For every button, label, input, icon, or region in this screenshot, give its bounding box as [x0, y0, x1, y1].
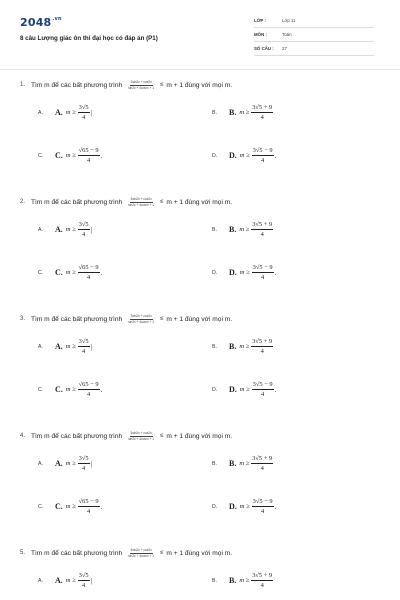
- option-trail: |: [90, 576, 92, 585]
- option-letter: B.: [212, 343, 217, 350]
- option-letter: C.: [38, 269, 44, 276]
- option-fraction: $\frac{√65 - 9}{4}$: [78, 147, 99, 164]
- question-tail: m + 1 đúng với mọi m.: [166, 81, 233, 89]
- meta-label: MÔN :: [254, 32, 267, 37]
- meta-label: LỚP :: [254, 18, 266, 23]
- option-fraction: $\frac{√65 - 9}{4}$: [78, 264, 99, 281]
- option-trail: |: [90, 108, 92, 117]
- option-trail: |: [90, 459, 92, 468]
- option-expression: m ≥: [239, 109, 250, 116]
- option-expression: m ≥: [239, 460, 250, 467]
- meta-value: Toán: [282, 32, 292, 37]
- meta-row-class: [254, 14, 374, 28]
- option-letter: D.: [212, 152, 218, 159]
- option-d[interactable]: [212, 498, 276, 515]
- option-a[interactable]: [38, 455, 92, 472]
- option-bold-letter: D.: [229, 385, 237, 394]
- meta-label: SỐ CÂU :: [254, 46, 274, 51]
- inequality-fraction: $\frac{3\sin 2x + \cos 2x}{\text{sin2x + 4cos²x + 1}}$: [128, 548, 155, 558]
- option-bold-letter: B.: [229, 225, 237, 234]
- option-expression: m ≥: [65, 503, 76, 510]
- option-letter: B.: [212, 460, 217, 467]
- option-a[interactable]: [38, 221, 92, 238]
- question-text: Tìm m để các bất phương trình: [31, 432, 123, 440]
- meta-value: Lớp 11: [282, 18, 296, 23]
- option-letter: D.: [212, 386, 218, 393]
- question-stem: [20, 548, 232, 558]
- option-fraction: $\frac{3√5 + 9}{4}$: [252, 221, 273, 238]
- question-item: [0, 538, 400, 600]
- option-bold-letter: B.: [229, 459, 237, 468]
- question-item: [0, 70, 400, 188]
- question-tail: m + 1 đúng với mọi m.: [166, 549, 233, 557]
- option-trail: .: [100, 268, 103, 277]
- option-bold-letter: C.: [55, 268, 63, 277]
- option-letter: A.: [38, 226, 43, 233]
- option-fraction: $\frac{3√5 - 9}{4}$: [252, 381, 273, 398]
- option-b[interactable]: [212, 104, 274, 121]
- question-number: 5.: [20, 550, 26, 556]
- option-c[interactable]: [38, 498, 102, 515]
- option-letter: A.: [38, 460, 43, 467]
- option-letter: D.: [212, 503, 218, 510]
- option-bold-letter: C.: [55, 385, 63, 394]
- option-d[interactable]: [212, 381, 276, 398]
- option-fraction: $\frac{3√5 - 9}{4}$: [252, 147, 273, 164]
- option-trail: .: [274, 151, 277, 160]
- option-letter: B.: [212, 226, 217, 233]
- option-expression: m ≥: [65, 109, 76, 116]
- relation-symbol: ≤: [160, 433, 164, 439]
- option-fraction: $\frac{3√5 - 9}{4}$: [252, 264, 273, 281]
- option-trail: .: [100, 151, 103, 160]
- option-bold-letter: B.: [229, 576, 237, 585]
- meta-table: [254, 14, 374, 56]
- option-expression: m ≥: [239, 226, 250, 233]
- option-d[interactable]: [212, 264, 276, 281]
- option-trail: .: [100, 502, 103, 511]
- option-fraction: $\frac{3√5 + 9}{4}$: [252, 104, 273, 121]
- option-fraction: $\frac{3√5 + 9}{4}$: [252, 338, 273, 355]
- option-expression: m ≥: [239, 386, 250, 393]
- option-trail: .: [100, 385, 103, 394]
- option-b[interactable]: [212, 338, 274, 355]
- option-bold-letter: A.: [55, 576, 63, 585]
- option-letter: C.: [38, 503, 44, 510]
- option-a[interactable]: [38, 338, 92, 355]
- question-stem: [20, 80, 232, 90]
- relation-symbol: ≤: [160, 550, 164, 556]
- option-d[interactable]: [212, 147, 276, 164]
- question-stem: [20, 431, 232, 441]
- option-expression: m ≥: [65, 460, 76, 467]
- option-fraction: $\frac{3√5 + 9}{4}$: [252, 572, 273, 589]
- option-bold-letter: C.: [55, 151, 63, 160]
- option-b[interactable]: [212, 455, 274, 472]
- question-item: [0, 187, 400, 305]
- question-tail: m + 1 đúng với mọi m.: [166, 315, 233, 323]
- option-expression: m ≥: [65, 152, 76, 159]
- inequality-fraction: $\frac{3\sin 2x + \cos 2x}{\text{sin2x + 4cos²x + 1}}$: [128, 314, 155, 324]
- option-bold-letter: B.: [229, 108, 237, 117]
- option-bold-letter: B.: [229, 342, 237, 351]
- option-a[interactable]: [38, 104, 92, 121]
- option-letter: A.: [38, 343, 43, 350]
- page-header: [0, 0, 400, 70]
- question-text: Tìm m để các bất phương trình: [31, 81, 123, 89]
- option-letter: A.: [38, 577, 43, 584]
- question-number: 4.: [20, 433, 26, 439]
- option-fraction: $\frac{3√5}{4}$: [78, 572, 89, 589]
- option-letter: D.: [212, 269, 218, 276]
- relation-symbol: ≤: [160, 199, 164, 205]
- option-letter: B.: [212, 577, 217, 584]
- inequality-fraction: $\frac{3\sin 2x + \cos 2x}{\text{sin2x + 4cos²x + 1}}$: [128, 197, 155, 207]
- question-item: [0, 421, 400, 539]
- inequality-fraction: $\frac{3\sin 2x + \cos 2x}{\text{sin2x + 4cos²x + 1}}$: [128, 80, 155, 90]
- option-fraction: $\frac{3√5}{4}$: [78, 104, 89, 121]
- option-bold-letter: D.: [229, 502, 237, 511]
- question-tail: m + 1 đúng với mọi m.: [166, 198, 233, 206]
- option-trail: |: [90, 342, 92, 351]
- option-fraction: $\frac{√65 - 9}{4}$: [78, 498, 99, 515]
- inequality-fraction: $\frac{3\sin 2x + \cos 2x}{\text{sin2x + 4cos²x + 1}}$: [128, 431, 155, 441]
- option-expression: m ≥: [239, 577, 250, 584]
- option-fraction: $\frac{3√5}{4}$: [78, 338, 89, 355]
- option-letter: B.: [212, 109, 217, 116]
- option-bold-letter: A.: [55, 342, 63, 351]
- option-bold-letter: A.: [55, 459, 63, 468]
- meta-row-subject: [254, 28, 374, 42]
- meta-value: 27: [282, 46, 287, 51]
- option-b[interactable]: [212, 221, 274, 238]
- option-bold-letter: D.: [229, 268, 237, 277]
- option-trail: .: [274, 268, 277, 277]
- option-expression: m ≥: [65, 269, 76, 276]
- option-c[interactable]: [38, 264, 102, 281]
- relation-symbol: ≤: [160, 82, 164, 88]
- option-expression: m ≥: [65, 343, 76, 350]
- question-number: 1.: [20, 82, 26, 88]
- option-letter: C.: [38, 386, 44, 393]
- option-expression: m ≥: [65, 386, 76, 393]
- option-fraction: $\frac{3√5}{4}$: [78, 221, 89, 238]
- question-tail: m + 1 đúng với mọi m.: [166, 432, 233, 440]
- option-fraction: $\frac{3√5 - 9}{4}$: [252, 498, 273, 515]
- option-a[interactable]: [38, 572, 92, 589]
- question-text: Tìm m để các bất phương trình: [31, 549, 123, 557]
- question-stem: [20, 314, 232, 324]
- option-letter: A.: [38, 109, 43, 116]
- option-letter: C.: [38, 152, 44, 159]
- question-number: 3.: [20, 316, 26, 322]
- option-c[interactable]: [38, 147, 102, 164]
- option-b[interactable]: [212, 572, 274, 589]
- relation-symbol: ≤: [160, 316, 164, 322]
- option-fraction: $\frac{3√5 + 9}{4}$: [252, 455, 273, 472]
- option-fraction: $\frac{3√5}{4}$: [78, 455, 89, 472]
- option-bold-letter: A.: [55, 225, 63, 234]
- question-number: 2.: [20, 199, 26, 205]
- question-text: Tìm m để các bất phương trình: [31, 198, 123, 206]
- question-item: [0, 304, 400, 422]
- option-trail: |: [90, 225, 92, 234]
- option-trail: .: [274, 385, 277, 394]
- option-bold-letter: C.: [55, 502, 63, 511]
- option-expression: m ≥: [65, 577, 76, 584]
- option-trail: .: [274, 502, 277, 511]
- option-expression: m ≥: [239, 269, 250, 276]
- site-logo[interactable]: $2048^{.vn}$: [20, 16, 62, 29]
- option-expression: m ≥: [239, 152, 250, 159]
- option-expression: m ≥: [239, 343, 250, 350]
- option-expression: m ≥: [239, 503, 250, 510]
- meta-row-count: [254, 42, 374, 56]
- option-expression: m ≥: [65, 226, 76, 233]
- option-bold-letter: A.: [55, 108, 63, 117]
- question-stem: [20, 197, 232, 207]
- document-title: 8 câu Lượng giác ôn thi đại học có đáp án (P1): [20, 35, 158, 42]
- option-fraction: $\frac{√65 - 9}{4}$: [78, 381, 99, 398]
- option-c[interactable]: [38, 381, 102, 398]
- question-text: Tìm m để các bất phương trình: [31, 315, 123, 323]
- option-bold-letter: D.: [229, 151, 237, 160]
